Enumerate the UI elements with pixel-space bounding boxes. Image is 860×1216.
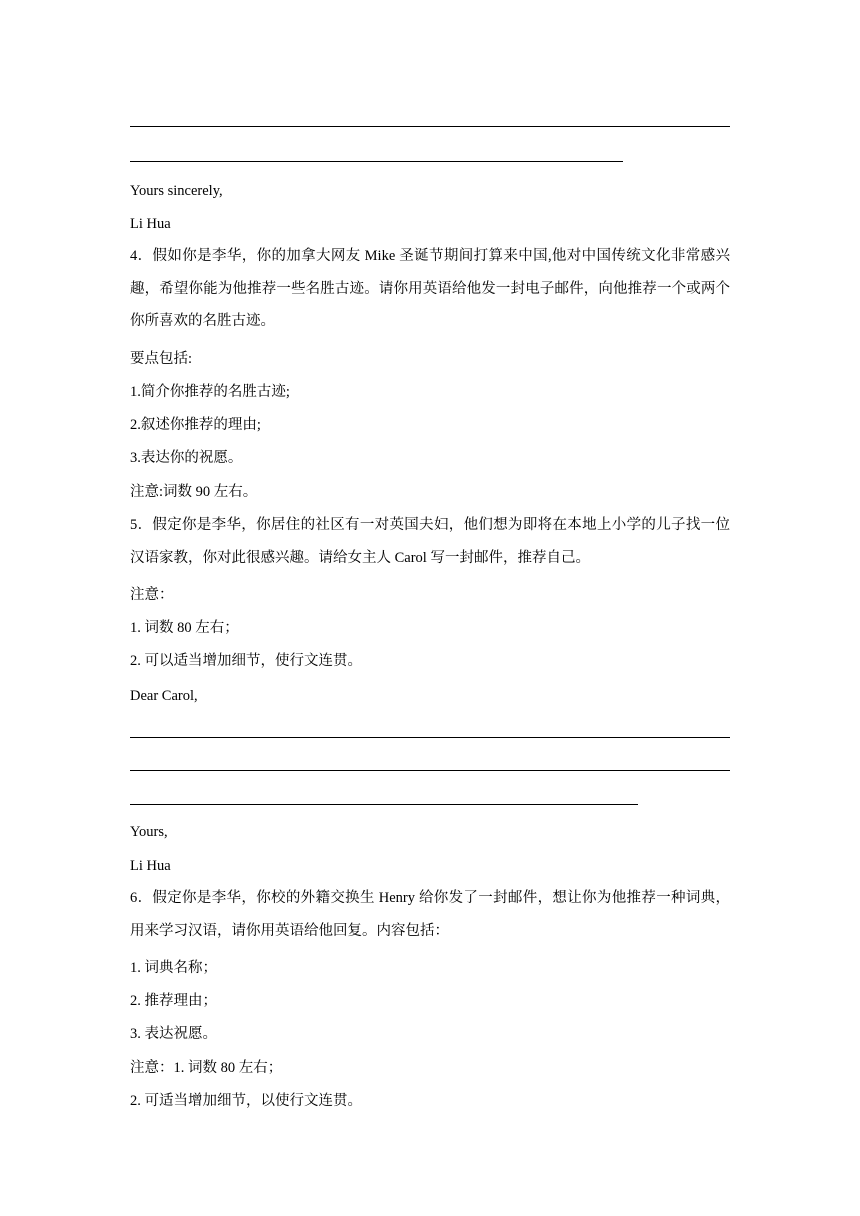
question-6-text: 6．假定你是李华，你校的外籍交换生 Henry 给你发了一封邮件，想让你为他推荐一种词典，用来学习汉语，请你用英语给他回复。内容包括： [130,890,730,939]
point-item: 2.叙述你推荐的理由; [130,417,261,433]
point-item: 1.简介你推荐的名胜古迹; [130,384,290,400]
answer-line [130,161,623,162]
closing: Yours, [130,824,168,840]
note-item: 2. 可适当增加细节，以使行文连贯。 [130,1093,362,1109]
points-title: 要点包括: [130,351,193,367]
point-item: 3.表达你的祝愿。 [130,450,243,466]
answer-line [130,770,730,771]
word-count-note: 注意:词数 90 左右。 [130,484,258,500]
signature: Li Hua [130,858,171,874]
salutation: Dear Carol, [130,688,198,704]
note-title: 注意： [130,587,174,603]
point-item: 2. 推荐理由； [130,993,217,1009]
signature: Li Hua [130,216,171,232]
word-count-note: 注意：1. 词数 80 左右； [130,1060,283,1076]
document-page [130,0,730,1216]
answer-line [130,804,638,805]
question-4-text: 4．假如你是李华，你的加拿大网友 Mike 圣诞节期间打算来中国,他对中国传统文化非常感兴趣，希望你能为他推荐一些名胜古迹。请你用英语给他发一封电子邮件，向他推荐一个或两个你所喜欢的名胜古迹。 [130,248,730,329]
closing: Yours sincerely, [130,183,223,199]
note-item: 2. 可以适当增加细节，使行文连贯。 [130,653,362,669]
point-item: 1. 词典名称； [130,960,217,976]
answer-line [130,737,730,738]
point-item: 3. 表达祝愿。 [130,1026,217,1042]
answer-line [130,126,730,127]
question-5-text: 5．假定你是李华，你居住的社区有一对英国夫妇，他们想为即将在本地上小学的儿子找一位汉语家教，你对此很感兴趣。请给女主人 Carol 写一封邮件，推荐自己。 [130,517,730,566]
note-item: 1. 词数 80 左右； [130,620,239,636]
